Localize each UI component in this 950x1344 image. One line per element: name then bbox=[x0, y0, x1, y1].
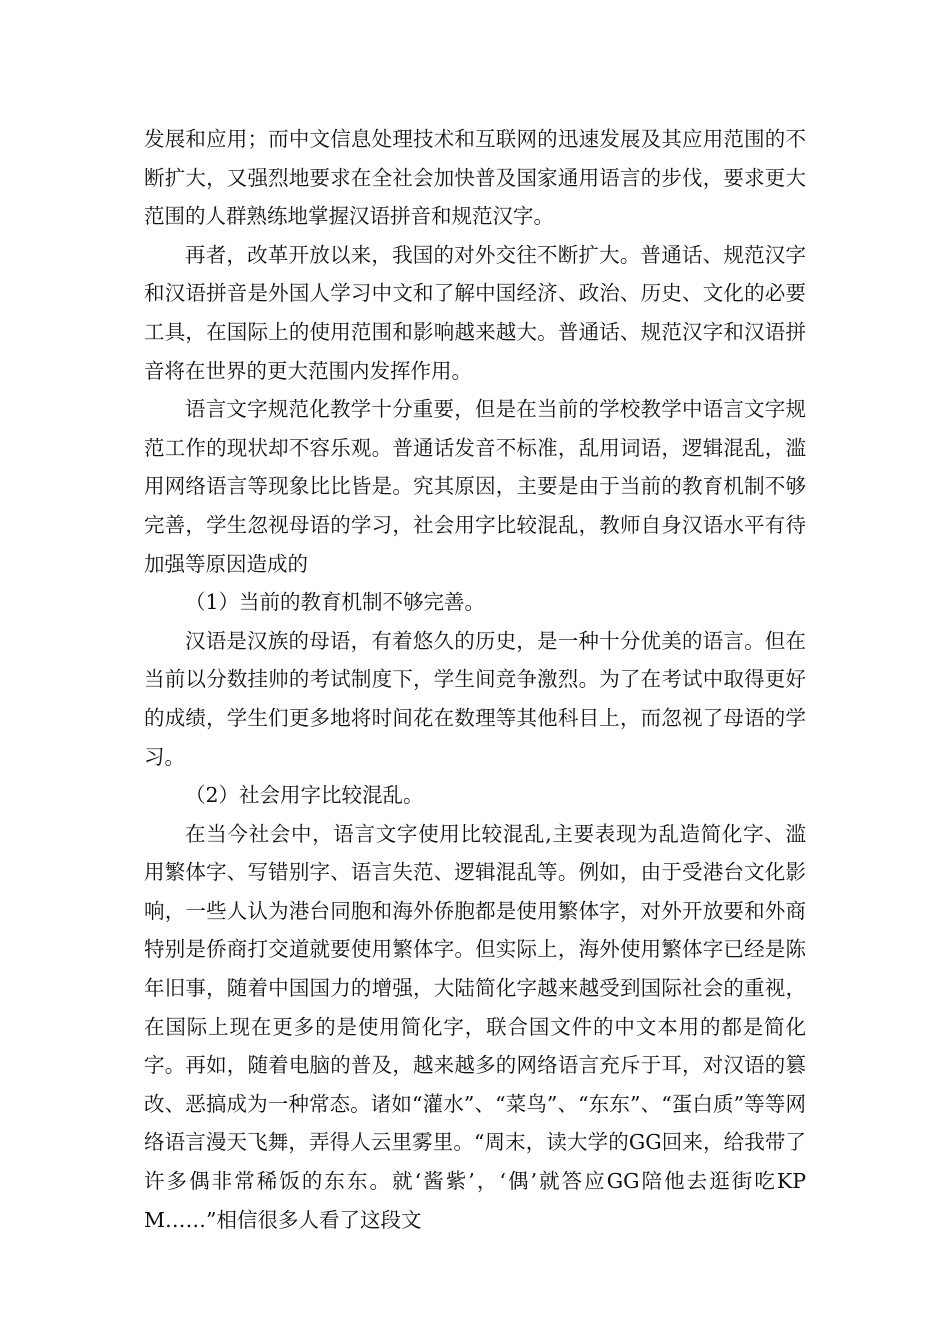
paragraph-social-language-chaos: 在当今社会中，语言文字使用比较混乱,主要表现为乱造简化字、滥用繁体字、写错别字、语言失范、逻辑混乱等。例如，由于受港台文化影响，一些人认为港台同胞和海外侨胞都是使用繁体字，对外开放要和外商特别是侨商打交道就要使用繁体字。但实际上，海外使用繁体字已经是陈年旧事，随着中国国力的增强，大陆简化字越来越受到国际社会的重视，在国际上现在更多的是使用简化字，联合国文件的中文本用的都是简化字。再如，随着电脑的普及，越来越多的网络语言充斥于耳，对汉语的篡改、恶搞成为一种常态。诸如“灌水”、“菜鸟”、“东东”、“蛋白质”等等网络语言漫天飞舞，弄得人云里雾里。“周末，读大学的GG回来，给我带了许多偶非常稀饭的东东。就‘酱紫’，‘偶’就答应GG陪他去逛街吃KPM……”相信很多人看了这段文 bbox=[144, 821, 806, 1232]
section-heading-social-character-use: （2）社会用字比较混乱。 bbox=[185, 783, 424, 808]
section-heading-education-mechanism: （1）当前的教育机制不够完善。 bbox=[185, 590, 486, 615]
paragraph-reform-opening: 再者，改革开放以来，我国的对外交往不断扩大。普通话、规范汉字和汉语拼音是外国人学习中文和了解中国经济、政治、历史、文化的必要工具，在国际上的使用范围和影响越来越大。普通话、规范汉字和汉语拼音将在世界的更大范围内发挥作用。 bbox=[144, 242, 806, 383]
paragraph-mother-tongue: 汉语是汉族的母语，有着悠久的历史，是一种十分优美的语言。但在当前以分数挂帅的考试制度下，学生间竞争激烈。为了在考试中取得更好的成绩，学生们更多地将时间花在数理等其他科目上，而忽视了母语的学习。 bbox=[144, 628, 806, 769]
paragraph-standardization-teaching: 语言文字规范化教学十分重要，但是在当前的学校教学中语言文字规范工作的现状却不容乐观。普通话发音不标准，乱用词语，逻辑混乱，滥用网络语言等现象比比皆是。究其原因，主要是由于当前的教育机制不够完善，学生忽视母语的学习，社会用字比较混乱，教师自身汉语水平有待加强等原因造成的 bbox=[144, 397, 806, 576]
document-body bbox=[144, 120, 806, 1239]
paragraph-continuation: 发展和应用；而中文信息处理技术和互联网的迅速发展及其应用范围的不断扩大，又强烈地要求在全社会加快普及国家通用语言的步伐，要求更大范围的人群熟练地掌握汉语拼音和规范汉字。 bbox=[144, 127, 806, 229]
